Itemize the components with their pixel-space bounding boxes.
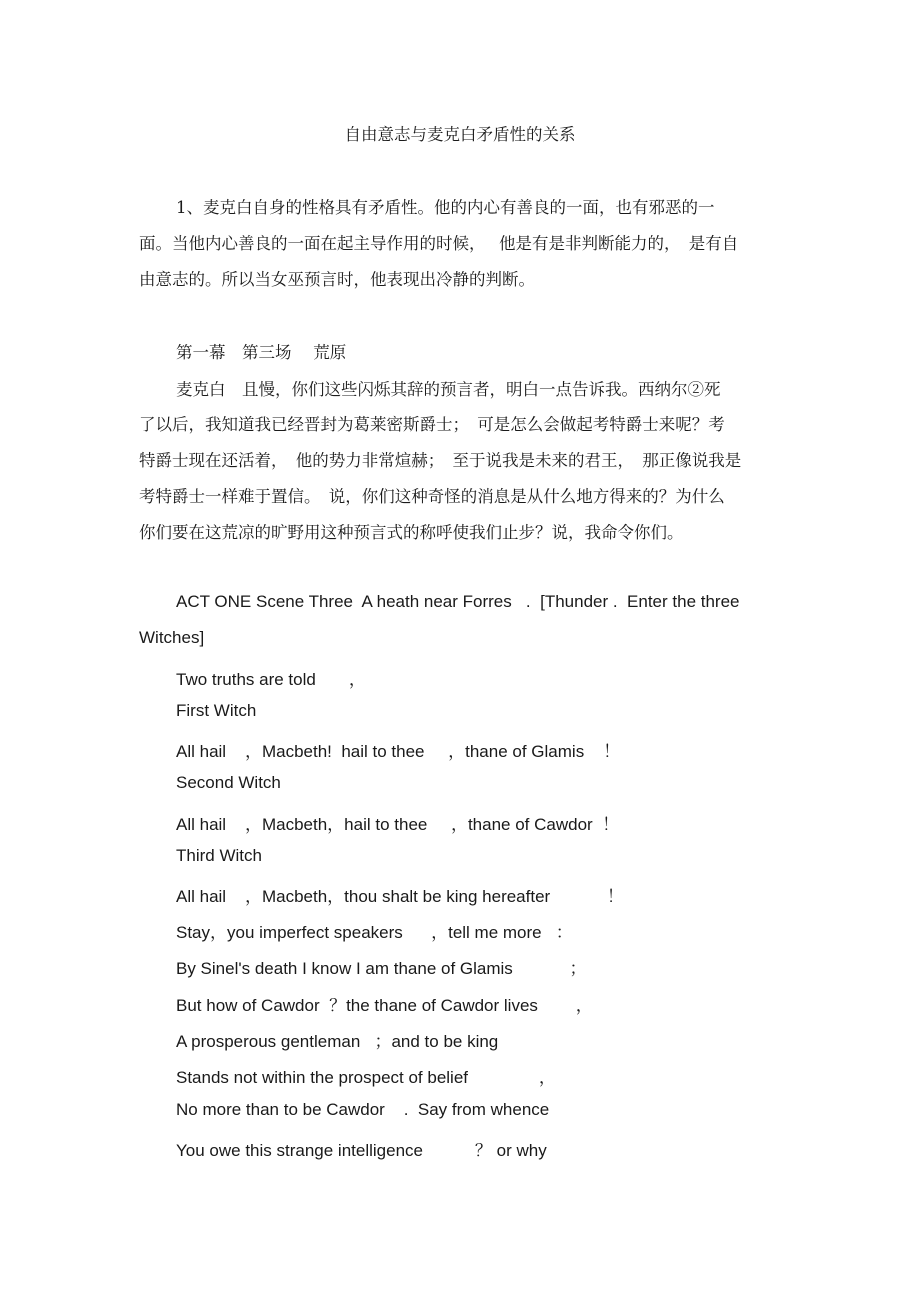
analysis-line-1: 1、麦克白自身的性格具有矛盾性。他的内心有善良的一面，也有邪恶的一 <box>176 198 715 217</box>
en-line-7: All hail ，Macbeth，thou shalt be king hereafter ！ <box>176 887 624 906</box>
en-line-3: All hail ，Macbeth! hail to thee ，thane of Glamis ！ <box>176 742 621 761</box>
zh-speech-line-3: 特爵士现在还活着， 他的势力非常煊赫； 至于说我是未来的君王， 那正像说我是 <box>139 451 742 470</box>
en-line-13: No more than to be Cawdor . Say from whence <box>176 1100 550 1119</box>
en-heading-line-1: ACT ONE Scene Three A heath near Forres . [Thunder . Enter the three <box>176 592 740 611</box>
en-line-5: All hail ，Macbeth，hail to thee ，thane of Cawdor ！ <box>176 815 620 834</box>
zh-speech-line-4: 考特爵士一样难于置信。 说，你们这种奇怪的消息是从什么地方得来的？为什么 <box>139 487 725 506</box>
zh-speech-line-5: 你们要在这荒凉的旷野用这种预言式的称呼使我们止步？说，我命令你们。 <box>139 523 684 542</box>
zh-scene-heading: 第一幕 第三场 荒原 <box>176 343 347 362</box>
en-line-1: Two truths are told ， <box>176 670 366 689</box>
document-title: 自由意志与麦克白矛盾性的关系 <box>344 125 576 144</box>
analysis-line-3: 由意志的。所以当女巫预言时，他表现出冷静的判断。 <box>139 270 535 289</box>
en-line-10: But how of Cawdor ？the thane of Cawdor lives ， <box>176 996 593 1015</box>
en-line-11: A prosperous gentleman ；and to be king <box>176 1032 499 1051</box>
zh-speech-line-2: 了以后，我知道我已经晋封为葛莱密斯爵士； 可是怎么会做起考特爵士来呢？考 <box>139 415 725 434</box>
en-line-9: By Sinel's death I know I am thane of Glamis ； <box>176 959 587 978</box>
en-line-2: First Witch <box>176 701 257 720</box>
en-line-6: Third Witch <box>176 846 262 865</box>
en-line-14: You owe this strange intelligence ？ or why <box>176 1141 547 1160</box>
en-line-4: Second Witch <box>176 773 281 792</box>
zh-speech-line-1: 麦克白 且慢，你们这些闪烁其辞的预言者，明白一点告诉我。西纳尔②死 <box>176 380 721 399</box>
en-line-8: Stay，you imperfect speakers ，tell me more ： <box>176 923 573 942</box>
en-heading-line-2: Witches] <box>139 628 205 647</box>
analysis-line-2: 面。当他内心善良的一面在起主导作用的时候， 他是有是非判断能力的， 是有自 <box>139 234 739 253</box>
en-line-12: Stands not within the prospect of belief ， <box>176 1068 556 1087</box>
